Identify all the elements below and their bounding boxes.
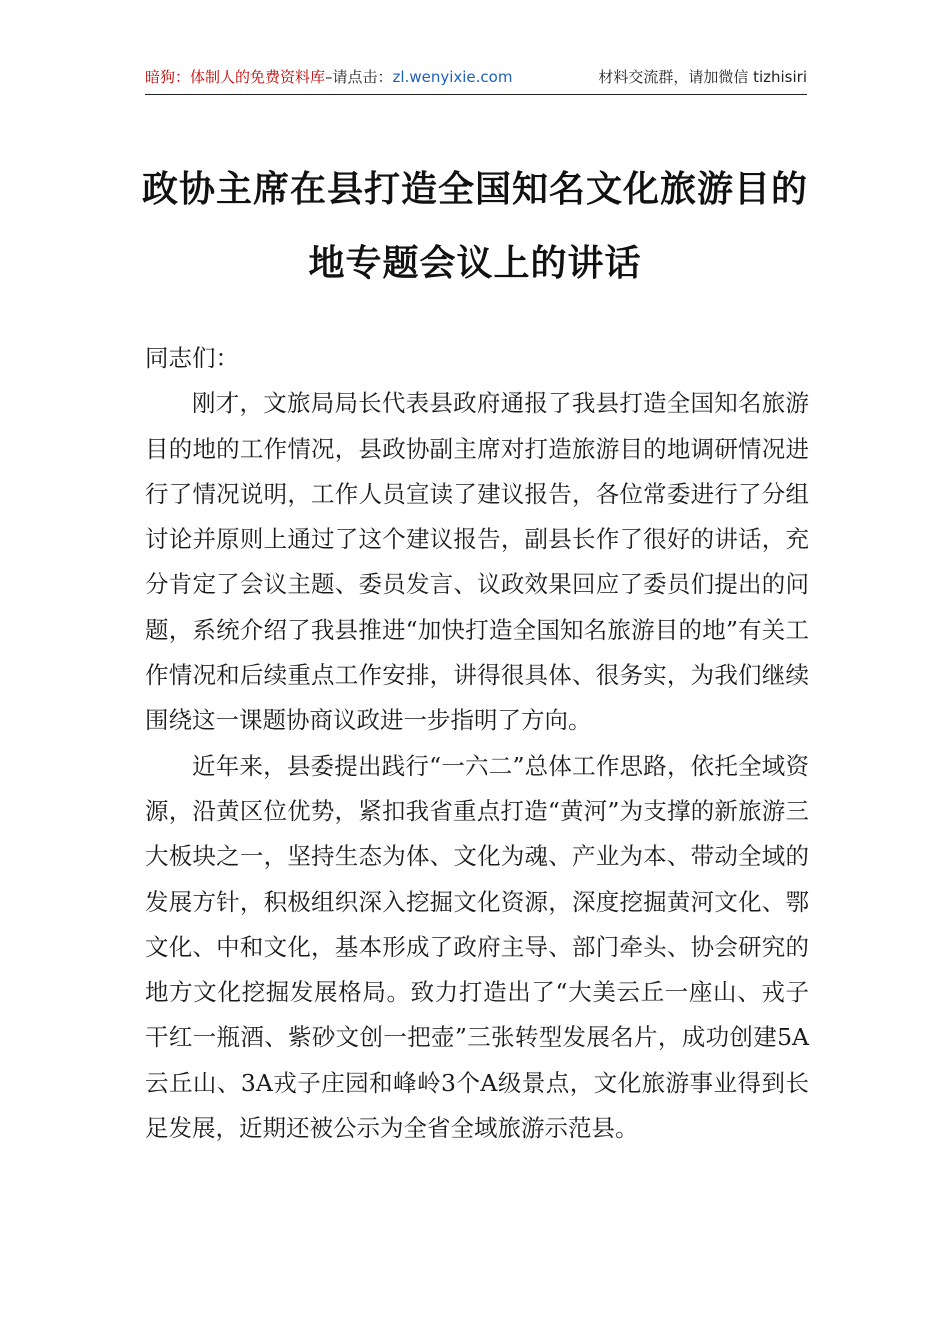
- title-line-2: 地专题会议上的讲话: [308, 242, 642, 284]
- header-wechat: 材料交流群，请加微信 tizhisiri: [598, 68, 807, 86]
- header-prompt: –请点击：: [325, 68, 393, 86]
- page-header: [145, 66, 807, 95]
- document-title: [0, 152, 950, 300]
- title-line-1: 政协主席在县打造全国知名文化旅游目的: [141, 168, 808, 210]
- header-link[interactable]: zl.wenyixie.com: [392, 68, 513, 86]
- header-left: [145, 66, 512, 88]
- header-brand: 暗狗：体制人的免费资料库: [145, 68, 326, 86]
- document-body: [145, 336, 809, 1151]
- salutation: 同志们：: [145, 344, 239, 372]
- paragraph-2: 近年来，县委提出践行“一六二”总体工作思路，依托全域资源，沿黄区位优势，紧扣我省重点打造“黄河”为支撑的新旅游三大板块之一，坚持生态为体、文化为魂、产业为本、带动全域的发展方针，积极组织深入挖掘文化资源，深度挖掘黄河文化、鄂文化、中和文化，基本形成了政府主导、部门牵头、协会研究的地方文化挖掘发展格局。致力打造出了“大美云丘一座山、戎子干红一瓶酒、紫砂文创一把壶”三张转型发展名片，成功创建5A云丘山、3A戎子庄园和峰岭3个A级景点，文化旅游事业得到长足发展，近期还被公示为全省全域旅游示范县。: [145, 751, 809, 1143]
- paragraph-1: 刚才，文旅局局长代表县政府通报了我县打造全国知名旅游目的地的工作情况，县政协副主席对打造旅游目的地调研情况进行了情况说明，工作人员宣读了建议报告，各位常委进行了分组讨论并原则上通过了这个建议报告，副县长作了很好的讲话，充分肯定了会议主题、委员发言、议政效果回应了委员们提出的问题，系统介绍了我县推进“加快打造全国知名旅游目的地”有关工作情况和后续重点工作安排，讲得很具体、很务实，为我们继续围绕这一课题协商议政进一步指明了方向。: [145, 389, 809, 735]
